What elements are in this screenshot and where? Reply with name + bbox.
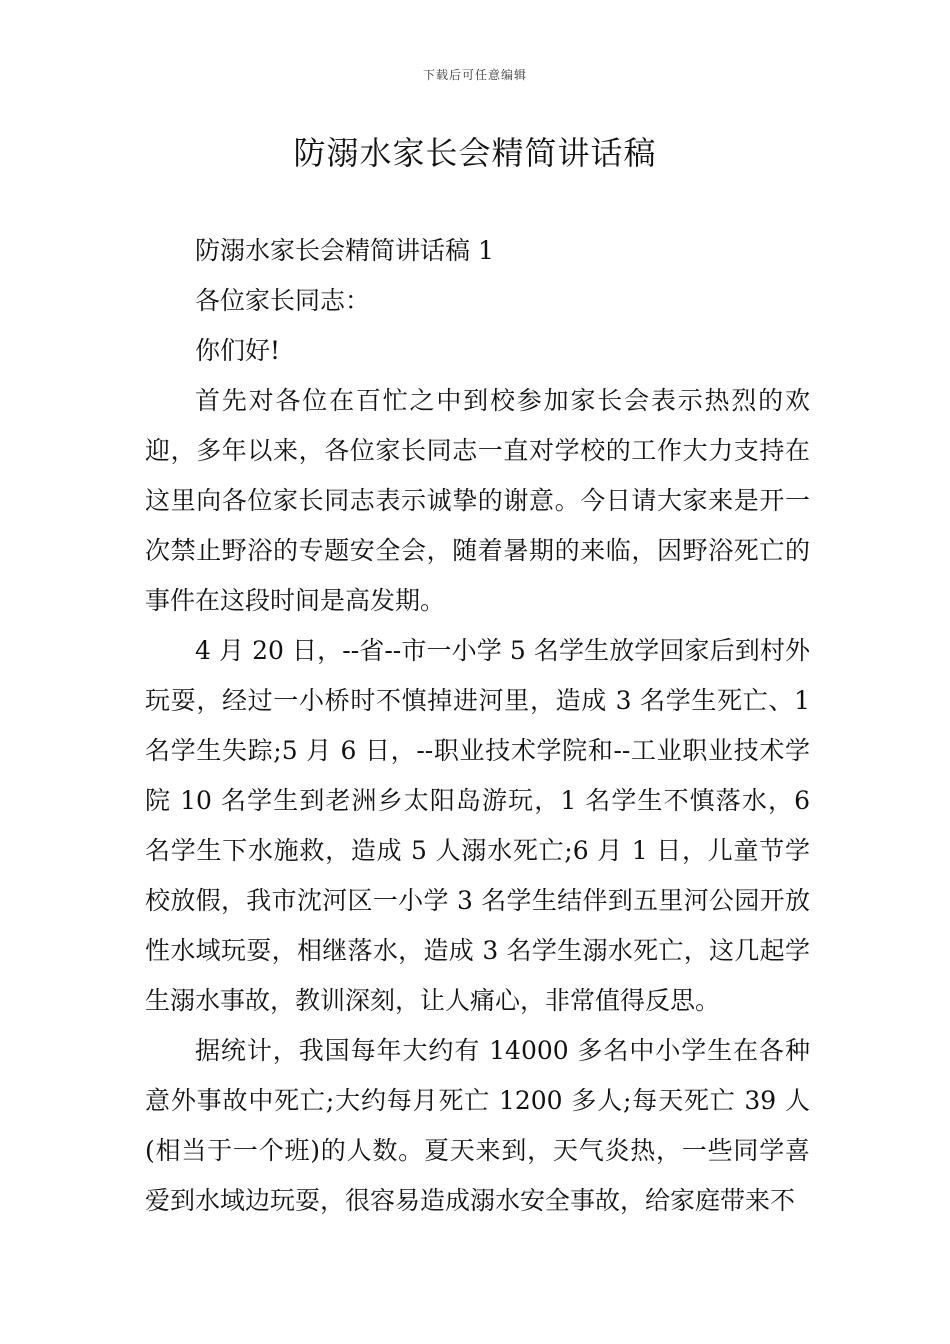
paragraph-salutation: 各位家长同志：	[195, 286, 371, 315]
paragraph-statistics: 据统计，我国每年大约有 14000 多名中小学生在各种意外事故中死亡;大约每月死亡 1200 多人;每天死亡 39 人(相当于一个班)的人数。夏天来到，天气炎热，一些同学喜爱到水域边玩耍，很容易造成溺水安全事故，给家庭带来不	[145, 1036, 810, 1215]
header-note: 下载后可任意编辑	[422, 68, 527, 82]
page-title: 防溺水家长会精简讲话稿	[293, 134, 657, 172]
document-body	[145, 226, 810, 1226]
paragraph-welcome: 首先对各位在百忙之中到校参加家长会表示热烈的欢迎，多年以来，各位家长同志一直对学校的工作大力支持在这里向各位家长同志表示诚挚的谢意。今日请大家来是开一次禁止野浴的专题安全会，随着暑期的来临，因野浴死亡的事件在这段时间是高发期。	[145, 386, 810, 615]
paragraph-incidents: 4 月 20 日，--省--市一小学 5 名学生放学回家后到村外玩耍，经过一小桥时不慎掉进河里，造成 3 名学生死亡、1 名学生失踪;5 月 6 日，--职业技术学院和--工业职业技术学院 10 名学生到老洲乡太阳岛游玩，1 名学生不慎落水，6 名学生下水施救，造成 5 人溺水死亡;6 月 1 日，儿童节学校放假，我市沈河区一小学 3 名学生结伴到五里河公园开放性水域玩耍，相继落水，造成 3 名学生溺水死亡，这几起学生溺水事故，教训深刻，让人痛心，非常值得反思。	[145, 636, 810, 1015]
paragraph-greeting: 你们好!	[195, 336, 281, 365]
paragraph-subtitle: 防溺水家长会精简讲话稿 1	[195, 236, 494, 265]
